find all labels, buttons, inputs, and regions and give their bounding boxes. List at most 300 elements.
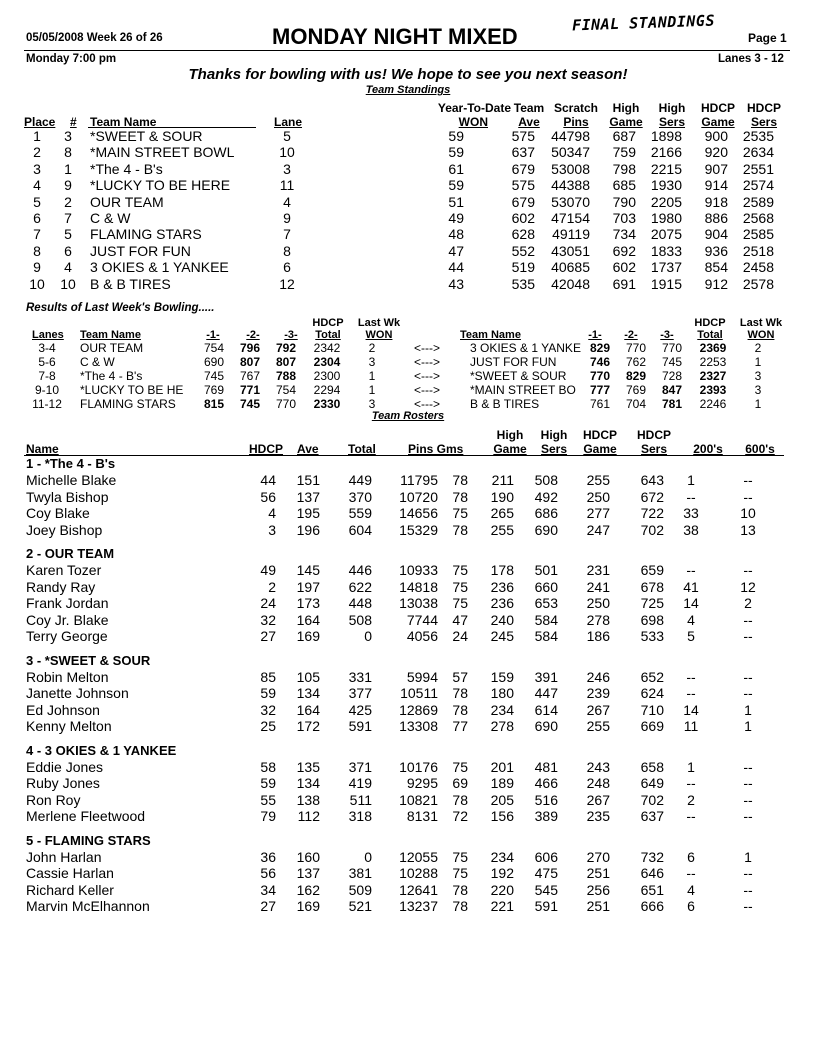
roster-c600-cell: -- (743, 668, 753, 685)
roster-c600-cell: 1 (744, 718, 752, 734)
results-b-total-cell: 2369 (699, 341, 727, 355)
roster-hds-cell: 666 (640, 898, 664, 914)
roster-hs-cell: 690 (534, 718, 558, 734)
standings-hds-cell: 2578 (742, 275, 774, 292)
roster-player-row (24, 595, 778, 612)
standings-ave-cell: 679 (511, 160, 535, 177)
roster-player-row (24, 775, 778, 792)
roster-hdcp-cell: 59 (260, 775, 276, 791)
versus-arrow: <---> (413, 355, 440, 369)
standings-team-cell: *LUCKY TO BE HERE (90, 177, 231, 194)
roster-c600-cell: 1 (744, 848, 752, 865)
standings-pins-cell: 44798 (551, 128, 590, 144)
roster-gms-cell: 75 (452, 758, 468, 775)
standings-place-cell: 3 (33, 160, 41, 177)
report-title: MONDAY NIGHT MIXED (272, 24, 518, 49)
standings-hs-cell: 1915 (650, 275, 682, 292)
report-date-week: 05/05/2008 Week 26 of 26 (26, 32, 163, 44)
results-lanes-cell: 9-10 (34, 383, 60, 397)
roster-hdcp-cell: 56 (260, 488, 276, 505)
roster-hg-cell: 211 (491, 472, 514, 488)
roster-pins-cell: 10933 (399, 562, 438, 578)
roster-player-row (24, 579, 778, 596)
roster-hds-cell: 659 (640, 562, 664, 578)
standings-hg-cell: 790 (612, 193, 636, 210)
roster-player-row (24, 898, 778, 915)
standings-num-cell: 9 (64, 177, 72, 194)
results-b1-cell: 761 (589, 397, 611, 411)
standings-hds-cell: 2518 (742, 242, 774, 259)
standings-won-cell: 47 (448, 242, 464, 259)
results-a1-cell: 745 (203, 369, 225, 383)
results-a1-cell: 754 (203, 341, 225, 355)
roster-hdcp-cell: 56 (260, 865, 276, 881)
results-a-total-cell: 2330 (313, 397, 341, 411)
standings-team-cell: OUR TEAM (90, 193, 164, 210)
roster-pins-cell: 12869 (399, 701, 438, 718)
standings-ave-cell: 602 (511, 210, 535, 227)
results-b-team-cell: 3 OKIES & 1 YANKE (470, 341, 581, 355)
standings-hds-cell: 2634 (742, 144, 774, 161)
roster-hds-cell: 698 (640, 611, 664, 628)
roster-hdcp-cell: 58 (260, 758, 276, 775)
roster-hdcp-cell: 32 (260, 701, 276, 718)
roster-player-row (24, 702, 778, 719)
standings-team-cell: FLAMING STARS (90, 226, 202, 243)
roster-c600-cell: -- (743, 865, 753, 881)
roster-hdcp-cell: 36 (260, 848, 276, 865)
standings-place-cell: 7 (33, 226, 41, 243)
roster-total-cell: 511 (349, 791, 372, 808)
standings-ave-cell: 628 (511, 226, 535, 243)
roster-name-cell: Ed Johnson (26, 701, 100, 718)
roster-player-row (24, 505, 778, 522)
roster-hs-cell: 501 (534, 562, 558, 578)
roster-hdcp-cell: 24 (260, 595, 276, 611)
roster-hs-cell: 391 (534, 668, 558, 685)
roster-c200-cell: 4 (687, 881, 695, 898)
roster-c200-cell: 2 (687, 791, 695, 808)
standings-lane-cell: 7 (283, 226, 291, 243)
roster-hds-cell: 624 (640, 685, 664, 701)
roster-hg-cell: 205 (490, 791, 514, 808)
roster-player-row (24, 865, 778, 882)
roster-hg-cell: 234 (490, 701, 514, 718)
standings-pins-cell: 44388 (551, 177, 590, 194)
roster-hdcp-cell: 27 (260, 898, 276, 914)
roster-hdg-cell: 255 (586, 472, 610, 488)
results-a1-cell: 690 (203, 355, 225, 369)
roster-hdg-cell: 267 (586, 791, 610, 808)
roster-ave-cell: 137 (296, 865, 320, 881)
roster-total-cell: 381 (348, 865, 372, 881)
results-a-total-cell: 2300 (313, 369, 341, 383)
roster-hdg-cell: 247 (586, 521, 610, 538)
roster-c200-cell: -- (686, 668, 696, 685)
roster-total-cell: 508 (348, 611, 372, 628)
roster-hg-cell: 265 (490, 505, 514, 521)
roster-team-title: 4 - 3 OKIES & 1 YANKEE (26, 742, 177, 758)
standings-hs-cell: 2075 (650, 226, 682, 243)
roster-hg-cell: 234 (490, 848, 514, 865)
roster-hdg-cell: 250 (586, 488, 610, 505)
results-row (24, 355, 780, 369)
roster-ave-cell: 105 (296, 668, 320, 685)
roster-total-cell: 559 (348, 505, 372, 521)
results-a-won-cell: 1 (368, 383, 376, 397)
roster-total-cell: 449 (348, 472, 372, 488)
results-b2-cell: 770 (625, 341, 647, 355)
roster-player-row (24, 685, 778, 702)
roster-c600-cell: -- (743, 562, 753, 578)
roster-gms-cell: 78 (452, 791, 468, 808)
results-b2-cell: 704 (625, 397, 647, 411)
results-a3-cell: 788 (275, 369, 297, 383)
roster-total-cell: 331 (348, 668, 372, 685)
roster-hdg-cell: 270 (586, 848, 610, 865)
standings-won-cell: 48 (448, 226, 464, 243)
roster-total-cell: 0 (364, 628, 372, 644)
roster-c200-cell: 6 (687, 848, 695, 865)
roster-hg-cell: 189 (490, 775, 514, 791)
standings-hg-cell: 798 (612, 160, 636, 177)
results-a2-cell: 807 (239, 355, 261, 369)
standings-row (24, 194, 774, 210)
roster-total-cell: 0 (364, 848, 372, 865)
roster-hds-cell: 725 (640, 595, 664, 611)
roster-c600-cell: -- (743, 685, 753, 701)
results-row (24, 341, 780, 355)
standings-won-cell: 51 (448, 193, 464, 210)
roster-c200-cell: 14 (683, 595, 699, 611)
standings-row (24, 128, 774, 144)
roster-ave-cell: 169 (296, 628, 320, 644)
roster-c200-cell: 4 (687, 611, 695, 628)
standings-pins-cell: 43051 (551, 242, 590, 259)
page-number: Page 1 (748, 31, 787, 45)
roster-hdcp-cell: 79 (260, 808, 276, 824)
roster-gms-cell: 72 (452, 808, 468, 824)
roster-ave-cell: 137 (296, 488, 320, 505)
results-b2-cell: 762 (625, 355, 647, 369)
standings-lane-cell: 6 (283, 259, 291, 276)
results-a2-cell: 745 (239, 397, 261, 411)
roster-name-cell: Coy Jr. Blake (26, 611, 109, 628)
farewell-message: Thanks for bowling with us! We hope to see you next season! (188, 66, 628, 83)
versus-arrow: <---> (413, 369, 440, 383)
roster-ave-cell: 162 (296, 881, 320, 898)
results-b3-cell: 847 (661, 383, 683, 397)
roster-hs-cell: 606 (534, 848, 558, 865)
standings-won-cell: 43 (448, 275, 464, 292)
results-a1-cell: 769 (203, 383, 225, 397)
standings-lane-cell: 5 (283, 128, 291, 144)
results-a-team-cell: FLAMING STARS (80, 397, 176, 411)
standings-lane-cell: 4 (283, 193, 291, 210)
roster-table (24, 849, 778, 915)
roster-pins-cell: 12641 (399, 881, 438, 898)
results-table (24, 341, 780, 411)
standings-ave-cell: 679 (511, 193, 535, 210)
standings-hdg-cell: 886 (704, 210, 728, 227)
roster-team-section (24, 456, 794, 538)
roster-hs-cell: 508 (534, 472, 558, 488)
standings-hs-cell: 1980 (650, 210, 682, 227)
roster-pins-cell: 9295 (406, 775, 438, 791)
roster-total-cell: 425 (348, 701, 372, 718)
results-lanes-cell: 3-4 (38, 341, 56, 355)
standings-team-cell: *The 4 - B's (90, 160, 163, 177)
standings-row (24, 210, 774, 226)
roster-c200-cell: 1 (687, 472, 695, 488)
roster-table (24, 472, 778, 538)
roster-hs-cell: 614 (534, 701, 558, 718)
roster-hds-cell: 702 (640, 791, 664, 808)
roster-player-row (24, 628, 778, 645)
roster-hds-cell: 651 (640, 881, 664, 898)
roster-c600-cell: -- (743, 775, 753, 791)
roster-name-cell: Ron Roy (26, 791, 81, 808)
results-b3-cell: 728 (661, 369, 683, 383)
roster-hdg-cell: 256 (586, 881, 610, 898)
standings-team-cell: JUST FOR FUN (90, 242, 191, 259)
roster-team-section (24, 546, 794, 645)
roster-name-cell: Richard Keller (26, 881, 114, 898)
roster-gms-cell: 78 (452, 488, 468, 505)
roster-gms-cell: 47 (452, 611, 468, 628)
roster-pins-cell: 13308 (399, 718, 438, 734)
roster-hds-cell: 669 (640, 718, 664, 734)
standings-ave-cell: 637 (511, 144, 535, 161)
standings-pins-cell: 50347 (551, 144, 590, 161)
day-time: Monday 7:00 pm (26, 53, 117, 65)
results-b-won-cell: 2 (754, 341, 762, 355)
results-a-total-cell: 2342 (313, 341, 341, 355)
results-b3-cell: 781 (661, 397, 683, 411)
roster-hs-cell: 475 (534, 865, 558, 881)
results-b-team-cell: *MAIN STREET BO (470, 383, 576, 397)
roster-ave-cell: 164 (296, 611, 320, 628)
standings-lane-cell: 11 (279, 177, 295, 194)
roster-c600-cell: 12 (740, 578, 756, 595)
standings-hds-cell: 2568 (742, 210, 774, 227)
roster-player-row (24, 759, 778, 776)
roster-hg-cell: 178 (490, 562, 514, 578)
roster-hdg-cell: 186 (586, 628, 610, 644)
results-b-won-cell: 1 (754, 355, 762, 369)
standings-won-cell: 59 (448, 128, 464, 144)
roster-c600-cell: 13 (740, 521, 756, 538)
roster-hds-cell: 710 (640, 701, 664, 718)
standings-hg-cell: 759 (612, 144, 636, 161)
roster-c600-cell: -- (743, 881, 753, 898)
roster-table (24, 759, 778, 825)
standings-hdg-cell: 900 (704, 128, 728, 144)
results-a-won-cell: 3 (368, 397, 376, 411)
roster-hds-cell: 533 (640, 628, 664, 644)
roster-name-cell: Ruby Jones (26, 775, 100, 791)
roster-c200-cell: 6 (687, 898, 695, 914)
roster-c200-cell: -- (686, 685, 696, 701)
roster-ave-cell: 195 (296, 505, 320, 521)
roster-team-section (24, 653, 794, 735)
roster-hs-cell: 389 (534, 808, 558, 824)
results-a-team-cell: *The 4 - B's (80, 369, 143, 383)
standings-won-cell: 59 (448, 144, 464, 161)
roster-player-row (24, 669, 778, 686)
roster-hg-cell: 245 (490, 628, 514, 644)
lanes-range: Lanes 3 - 12 (718, 53, 784, 65)
standings-num-cell: 3 (64, 128, 72, 144)
roster-hg-cell: 236 (490, 578, 514, 595)
roster-team-section (24, 743, 794, 825)
roster-hdcp-cell: 85 (260, 668, 276, 685)
roster-hds-cell: 643 (640, 472, 664, 488)
standings-won-cell: 59 (448, 177, 464, 194)
standings-lane-cell: 10 (279, 144, 295, 161)
roster-total-cell: 521 (348, 898, 372, 914)
roster-hs-cell: 653 (534, 595, 558, 611)
roster-hdcp-cell: 4 (268, 505, 276, 521)
roster-hg-cell: 156 (490, 808, 514, 824)
roster-hdg-cell: 248 (586, 775, 610, 791)
results-b1-cell: 746 (589, 355, 611, 369)
roster-hdg-cell: 246 (586, 668, 610, 685)
roster-hg-cell: 201 (490, 758, 514, 775)
roster-ave-cell: 134 (296, 775, 320, 791)
results-b2-cell: 769 (625, 383, 647, 397)
results-section-title: Results of Last Week's Bowling..... (26, 302, 215, 314)
roster-team-title: 3 - *SWEET & SOUR (26, 652, 151, 668)
roster-hds-cell: 658 (640, 758, 664, 775)
roster-pins-cell: 10288 (399, 865, 438, 881)
roster-hdg-cell: 255 (586, 718, 610, 734)
roster-player-row (24, 882, 778, 899)
results-row (24, 383, 780, 397)
roster-ave-cell: 138 (296, 791, 320, 808)
roster-c200-cell: 14 (683, 701, 699, 718)
roster-hdg-cell: 251 (586, 865, 610, 881)
roster-total-cell: 509 (348, 881, 372, 898)
standings-hdg-cell: 907 (704, 160, 728, 177)
roster-hdcp-cell: 34 (260, 881, 276, 898)
standings-hs-cell: 1898 (650, 128, 682, 144)
standings-ave-cell: 519 (511, 259, 535, 276)
versus-arrow: <---> (413, 383, 440, 397)
roster-team-title: 5 - FLAMING STARS (26, 832, 151, 848)
roster-pins-cell: 12055 (399, 848, 438, 865)
roster-c600-cell: -- (743, 791, 753, 808)
results-a-won-cell: 2 (368, 341, 376, 355)
standings-hds-cell: 2589 (742, 193, 774, 210)
roster-name-cell: Cassie Harlan (26, 865, 114, 881)
roster-hg-cell: 236 (490, 595, 514, 611)
roster-pins-cell: 10821 (399, 791, 438, 808)
standings-pins-cell: 49119 (552, 226, 590, 243)
roster-hg-cell: 192 (490, 865, 514, 881)
roster-gms-cell: 78 (452, 685, 468, 701)
roster-hdg-cell: 278 (586, 611, 610, 628)
roster-c600-cell: 10 (740, 505, 756, 521)
standings-num-cell: 8 (64, 144, 72, 161)
roster-pins-cell: 13237 (399, 898, 438, 914)
standings-hds-cell: 2535 (742, 128, 774, 144)
roster-player-row (24, 792, 778, 809)
roster-hs-cell: 481 (534, 758, 558, 775)
roster-gms-cell: 75 (452, 578, 468, 595)
standings-hdg-cell: 914 (704, 177, 728, 194)
roster-c200-cell: -- (686, 865, 696, 881)
roster-hds-cell: 678 (640, 578, 664, 595)
standings-row (24, 276, 774, 292)
roster-player-row (24, 562, 778, 579)
roster-c200-cell: 11 (683, 718, 699, 734)
roster-total-cell: 622 (348, 578, 372, 595)
roster-gms-cell: 75 (452, 505, 468, 521)
roster-pins-cell: 11795 (400, 472, 438, 488)
standings-hdg-cell: 918 (704, 193, 728, 210)
roster-hds-cell: 722 (640, 505, 664, 521)
standings-num-cell: 1 (64, 160, 72, 177)
roster-pins-cell: 10176 (399, 758, 438, 775)
roster-hdg-cell: 235 (586, 808, 610, 824)
roster-total-cell: 448 (348, 595, 372, 611)
standings-table (24, 128, 774, 292)
roster-hdg-cell: 239 (586, 685, 610, 701)
results-row (24, 397, 780, 411)
roster-total-cell: 377 (348, 685, 372, 701)
results-b3-cell: 770 (661, 341, 683, 355)
results-b-won-cell: 3 (754, 369, 762, 383)
roster-hs-cell: 492 (534, 488, 558, 505)
results-a3-cell: 770 (275, 397, 297, 411)
standings-hdg-cell: 936 (704, 242, 728, 259)
roster-hdg-cell: 267 (586, 701, 610, 718)
standings-hs-cell: 1833 (650, 242, 682, 259)
roster-hdcp-cell: 27 (260, 628, 276, 644)
standings-row (24, 243, 774, 259)
roster-hdcp-cell: 49 (260, 562, 276, 578)
roster-ave-cell: 151 (296, 472, 320, 488)
standings-place-cell: 1 (33, 128, 41, 144)
roster-ave-cell: 197 (296, 578, 320, 595)
roster-ave-cell: 169 (296, 898, 320, 914)
roster-hds-cell: 637 (640, 808, 664, 824)
roster-gms-cell: 75 (452, 562, 468, 578)
results-a3-cell: 792 (275, 341, 297, 355)
roster-gms-cell: 24 (452, 628, 468, 644)
roster-c200-cell: 1 (687, 758, 695, 775)
standings-pins-cell: 47154 (551, 210, 590, 227)
roster-hdg-cell: 231 (586, 562, 610, 578)
roster-hdg-cell: 243 (586, 758, 610, 775)
roster-pins-cell: 4056 (406, 628, 438, 644)
standings-num-cell: 2 (64, 193, 72, 210)
roster-hs-cell: 545 (534, 881, 558, 898)
roster-c600-cell: -- (743, 472, 753, 488)
results-b-won-cell: 3 (754, 383, 762, 397)
roster-hdcp-cell: 32 (260, 611, 276, 628)
roster-hs-cell: 690 (534, 521, 558, 538)
standings-team-cell: *MAIN STREET BOWL (90, 144, 235, 161)
roster-name-cell: Michelle Blake (26, 472, 117, 488)
roster-name-cell: Janette Johnson (26, 685, 129, 701)
roster-name-cell: Marvin McElhannon (26, 898, 150, 914)
standings-hdg-cell: 912 (704, 275, 728, 292)
results-b-team-cell: JUST FOR FUN (470, 355, 557, 369)
roster-ave-cell: 196 (296, 521, 320, 538)
roster-hds-cell: 672 (640, 488, 664, 505)
